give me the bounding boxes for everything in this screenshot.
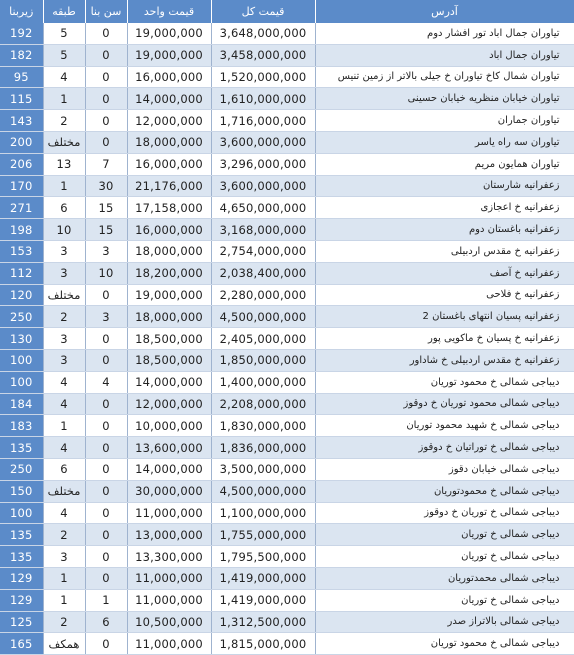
cell-address: زعفرانیه خ اعجازی — [315, 197, 574, 219]
cell-area: 129 — [0, 567, 43, 589]
cell-floor: 1 — [43, 175, 85, 197]
cell-unit-price: 18,000,000 — [127, 131, 211, 153]
cell-area: 206 — [0, 153, 43, 175]
cell-area: 95 — [0, 66, 43, 88]
cell-age: 0 — [85, 437, 127, 459]
cell-address: دیباجی شمالی خ محمود توریان — [315, 371, 574, 393]
cell-area: 115 — [0, 88, 43, 110]
cell-floor: 1 — [43, 415, 85, 437]
cell-total-price: 1,850,000,000 — [211, 349, 315, 371]
header-unit-price: قیمت واحد — [127, 0, 211, 23]
cell-unit-price: 16,000,000 — [127, 219, 211, 241]
cell-total-price: 2,208,000,000 — [211, 393, 315, 415]
table-row — [0, 153, 574, 175]
cell-unit-price: 12,000,000 — [127, 393, 211, 415]
cell-age: 0 — [85, 284, 127, 306]
cell-total-price: 1,520,000,000 — [211, 66, 315, 88]
table-row — [0, 175, 574, 197]
cell-unit-price: 19,000,000 — [127, 23, 211, 44]
cell-age: 15 — [85, 219, 127, 241]
table-row — [0, 546, 574, 568]
cell-address: تیاوران جمال اباد تور افشار دوم — [315, 23, 574, 44]
cell-unit-price: 19,000,000 — [127, 284, 211, 306]
table-row — [0, 44, 574, 66]
header-row — [0, 0, 574, 23]
cell-age: 3 — [85, 306, 127, 328]
cell-age: 30 — [85, 175, 127, 197]
cell-age: 0 — [85, 349, 127, 371]
table-row — [0, 458, 574, 480]
cell-area: 125 — [0, 611, 43, 633]
cell-unit-price: 16,000,000 — [127, 153, 211, 175]
cell-total-price: 1,610,000,000 — [211, 88, 315, 110]
table-row — [0, 480, 574, 502]
cell-floor: 13 — [43, 153, 85, 175]
cell-area: 130 — [0, 328, 43, 350]
cell-total-price: 1,830,000,000 — [211, 415, 315, 437]
cell-total-price: 3,600,000,000 — [211, 175, 315, 197]
cell-address: زعفرانیه خ آصف — [315, 262, 574, 284]
cell-area: 170 — [0, 175, 43, 197]
cell-floor: 10 — [43, 219, 85, 241]
table-row — [0, 88, 574, 110]
cell-floor: 2 — [43, 306, 85, 328]
cell-address: زعفرانیه شارستان — [315, 175, 574, 197]
cell-floor: مختلف — [43, 480, 85, 502]
cell-address: دیباجی شمالی خ توریان — [315, 589, 574, 611]
header-area: زیربنا — [0, 0, 43, 23]
cell-age: 10 — [85, 262, 127, 284]
cell-age: 0 — [85, 23, 127, 44]
cell-total-price: 4,500,000,000 — [211, 306, 315, 328]
table-row — [0, 589, 574, 611]
cell-area: 200 — [0, 131, 43, 153]
cell-floor: همکف — [43, 633, 85, 655]
cell-area: 129 — [0, 589, 43, 611]
cell-total-price: 3,168,000,000 — [211, 219, 315, 241]
cell-age: 0 — [85, 546, 127, 568]
cell-floor: 2 — [43, 110, 85, 132]
cell-total-price: 1,419,000,000 — [211, 589, 315, 611]
cell-total-price: 4,500,000,000 — [211, 480, 315, 502]
cell-area: 100 — [0, 349, 43, 371]
table-row — [0, 284, 574, 306]
cell-total-price: 1,419,000,000 — [211, 567, 315, 589]
cell-total-price: 1,836,000,000 — [211, 437, 315, 459]
cell-age: 0 — [85, 502, 127, 524]
cell-area: 135 — [0, 437, 43, 459]
cell-total-price: 3,600,000,000 — [211, 131, 315, 153]
cell-total-price: 3,648,000,000 — [211, 23, 315, 44]
cell-unit-price: 18,200,000 — [127, 262, 211, 284]
cell-address: دیباجی شمالی خ توریان خ دوقوز — [315, 502, 574, 524]
table-row — [0, 66, 574, 88]
table-row — [0, 306, 574, 328]
cell-area: 182 — [0, 44, 43, 66]
cell-unit-price: 10,000,000 — [127, 415, 211, 437]
cell-area: 153 — [0, 240, 43, 262]
cell-floor: 4 — [43, 502, 85, 524]
cell-area: 100 — [0, 502, 43, 524]
cell-floor: 6 — [43, 197, 85, 219]
cell-address: تیاوران شمال کاخ تیاوران خ جیلی بالاتر از زمین تنیس — [315, 66, 574, 88]
cell-area: 165 — [0, 633, 43, 655]
table-row — [0, 502, 574, 524]
cell-unit-price: 30,000,000 — [127, 480, 211, 502]
table-row — [0, 524, 574, 546]
cell-floor: 2 — [43, 524, 85, 546]
cell-area: 184 — [0, 393, 43, 415]
cell-address: زعفرانیه خ پسیان خ ماکویی پور — [315, 328, 574, 350]
cell-total-price: 3,296,000,000 — [211, 153, 315, 175]
header-total-price: قیمت کل — [211, 0, 315, 23]
cell-area: 183 — [0, 415, 43, 437]
cell-age: 6 — [85, 611, 127, 633]
cell-address: دیباجی شمالی خ محمود توریان — [315, 633, 574, 655]
table-row — [0, 371, 574, 393]
cell-unit-price: 16,000,000 — [127, 66, 211, 88]
cell-unit-price: 11,000,000 — [127, 589, 211, 611]
cell-total-price: 1,815,000,000 — [211, 633, 315, 655]
table-row — [0, 611, 574, 633]
cell-unit-price: 14,000,000 — [127, 371, 211, 393]
cell-address: زعفرانیه خ مقدس اردبیلی — [315, 240, 574, 262]
cell-address: زعفرانیه باغستان دوم — [315, 219, 574, 241]
cell-total-price: 1,755,000,000 — [211, 524, 315, 546]
table-row — [0, 110, 574, 132]
header-age: سن بنا — [85, 0, 127, 23]
cell-unit-price: 13,300,000 — [127, 546, 211, 568]
cell-floor: 4 — [43, 66, 85, 88]
cell-area: 120 — [0, 284, 43, 306]
cell-total-price: 2,754,000,000 — [211, 240, 315, 262]
cell-area: 135 — [0, 524, 43, 546]
cell-age: 0 — [85, 415, 127, 437]
cell-total-price: 2,405,000,000 — [211, 328, 315, 350]
cell-total-price: 4,650,000,000 — [211, 197, 315, 219]
cell-address: دیباجی شمالی محمدتوریان — [315, 567, 574, 589]
cell-floor: 2 — [43, 611, 85, 633]
cell-area: 192 — [0, 23, 43, 44]
cell-address: زعفرانیه پسیان انتهای باغستان 2 — [315, 306, 574, 328]
cell-address: تیاوران جماران — [315, 110, 574, 132]
cell-floor: 4 — [43, 371, 85, 393]
table-row — [0, 23, 574, 44]
cell-floor: مختلف — [43, 284, 85, 306]
cell-floor: 4 — [43, 437, 85, 459]
cell-area: 135 — [0, 546, 43, 568]
cell-address: دیباجی شمالی محمود توریان خ دوقوز — [315, 393, 574, 415]
table-row — [0, 393, 574, 415]
cell-area: 198 — [0, 219, 43, 241]
table-row — [0, 415, 574, 437]
cell-floor: 5 — [43, 44, 85, 66]
cell-area: 250 — [0, 458, 43, 480]
cell-age: 0 — [85, 393, 127, 415]
cell-area: 150 — [0, 480, 43, 502]
cell-total-price: 1,400,000,000 — [211, 371, 315, 393]
cell-unit-price: 13,600,000 — [127, 437, 211, 459]
cell-unit-price: 18,000,000 — [127, 306, 211, 328]
table-row — [0, 328, 574, 350]
cell-unit-price: 14,000,000 — [127, 88, 211, 110]
cell-area: 100 — [0, 371, 43, 393]
cell-age: 0 — [85, 567, 127, 589]
cell-unit-price: 12,000,000 — [127, 110, 211, 132]
header-floor: طبقه — [43, 0, 85, 23]
cell-address: تیاوران همایون مریم — [315, 153, 574, 175]
cell-unit-price: 11,000,000 — [127, 567, 211, 589]
table-row — [0, 437, 574, 459]
cell-unit-price: 19,000,000 — [127, 44, 211, 66]
table-row — [0, 197, 574, 219]
cell-area: 143 — [0, 110, 43, 132]
cell-age: 0 — [85, 524, 127, 546]
cell-floor: 3 — [43, 262, 85, 284]
cell-address: دیباجی شمالی خ توریان — [315, 524, 574, 546]
cell-floor: 5 — [43, 23, 85, 44]
cell-unit-price: 14,000,000 — [127, 458, 211, 480]
cell-age: 0 — [85, 328, 127, 350]
cell-area: 112 — [0, 262, 43, 284]
cell-unit-price: 11,000,000 — [127, 633, 211, 655]
cell-unit-price: 10,500,000 — [127, 611, 211, 633]
table-row — [0, 567, 574, 589]
cell-address: تیاوران جمال اباد — [315, 44, 574, 66]
cell-address: تیاوران خیابان منظریه خیابان حسینی — [315, 88, 574, 110]
cell-address: دیباجی شمالی خیابان دقوز — [315, 458, 574, 480]
header-address: آدرس — [315, 0, 574, 23]
cell-age: 7 — [85, 153, 127, 175]
cell-unit-price: 17,158,000 — [127, 197, 211, 219]
cell-age: 0 — [85, 633, 127, 655]
cell-floor: 6 — [43, 458, 85, 480]
cell-area: 250 — [0, 306, 43, 328]
cell-floor: 1 — [43, 589, 85, 611]
cell-address: تیاوران سه راه یاسر — [315, 131, 574, 153]
cell-floor: 3 — [43, 546, 85, 568]
cell-floor: مختلف — [43, 131, 85, 153]
cell-area: 271 — [0, 197, 43, 219]
cell-total-price: 2,280,000,000 — [211, 284, 315, 306]
cell-unit-price: 13,000,000 — [127, 524, 211, 546]
table-body — [0, 23, 574, 655]
cell-address: دیباجی شمالی خ شهید محمود توریان — [315, 415, 574, 437]
table-row — [0, 349, 574, 371]
cell-total-price: 1,312,500,000 — [211, 611, 315, 633]
cell-floor: 3 — [43, 240, 85, 262]
cell-age: 0 — [85, 88, 127, 110]
cell-age: 4 — [85, 371, 127, 393]
table-row — [0, 219, 574, 241]
table-row — [0, 240, 574, 262]
cell-age: 1 — [85, 589, 127, 611]
cell-age: 0 — [85, 458, 127, 480]
cell-unit-price: 18,500,000 — [127, 349, 211, 371]
cell-unit-price: 21,176,000 — [127, 175, 211, 197]
cell-floor: 1 — [43, 567, 85, 589]
cell-age: 15 — [85, 197, 127, 219]
cell-unit-price: 18,000,000 — [127, 240, 211, 262]
cell-total-price: 1,716,000,000 — [211, 110, 315, 132]
cell-unit-price: 18,500,000 — [127, 328, 211, 350]
cell-age: 0 — [85, 66, 127, 88]
cell-unit-price: 11,000,000 — [127, 502, 211, 524]
table-row — [0, 262, 574, 284]
cell-total-price: 3,458,000,000 — [211, 44, 315, 66]
cell-age: 0 — [85, 480, 127, 502]
cell-age: 0 — [85, 110, 127, 132]
cell-total-price: 2,038,400,000 — [211, 262, 315, 284]
cell-address: زعفرانیه خ مقدس اردبیلی خ شاداور — [315, 349, 574, 371]
cell-total-price: 1,100,000,000 — [211, 502, 315, 524]
cell-total-price: 1,795,500,000 — [211, 546, 315, 568]
cell-address: زعفرانیه خ فلاحی — [315, 284, 574, 306]
cell-age: 3 — [85, 240, 127, 262]
cell-address: دیباجی شمالی خ توریان — [315, 546, 574, 568]
cell-address: دیباجی شمالی خ توراتیان خ دوقوز — [315, 437, 574, 459]
cell-floor: 4 — [43, 393, 85, 415]
cell-address: دیباجی شمالی بالاتراز صدر — [315, 611, 574, 633]
cell-age: 0 — [85, 131, 127, 153]
cell-address: دیباجی شمالی خ محمودتوریان — [315, 480, 574, 502]
cell-age: 0 — [85, 44, 127, 66]
table-row — [0, 131, 574, 153]
cell-floor: 3 — [43, 328, 85, 350]
cell-floor: 3 — [43, 349, 85, 371]
cell-total-price: 3,500,000,000 — [211, 458, 315, 480]
cell-floor: 1 — [43, 88, 85, 110]
